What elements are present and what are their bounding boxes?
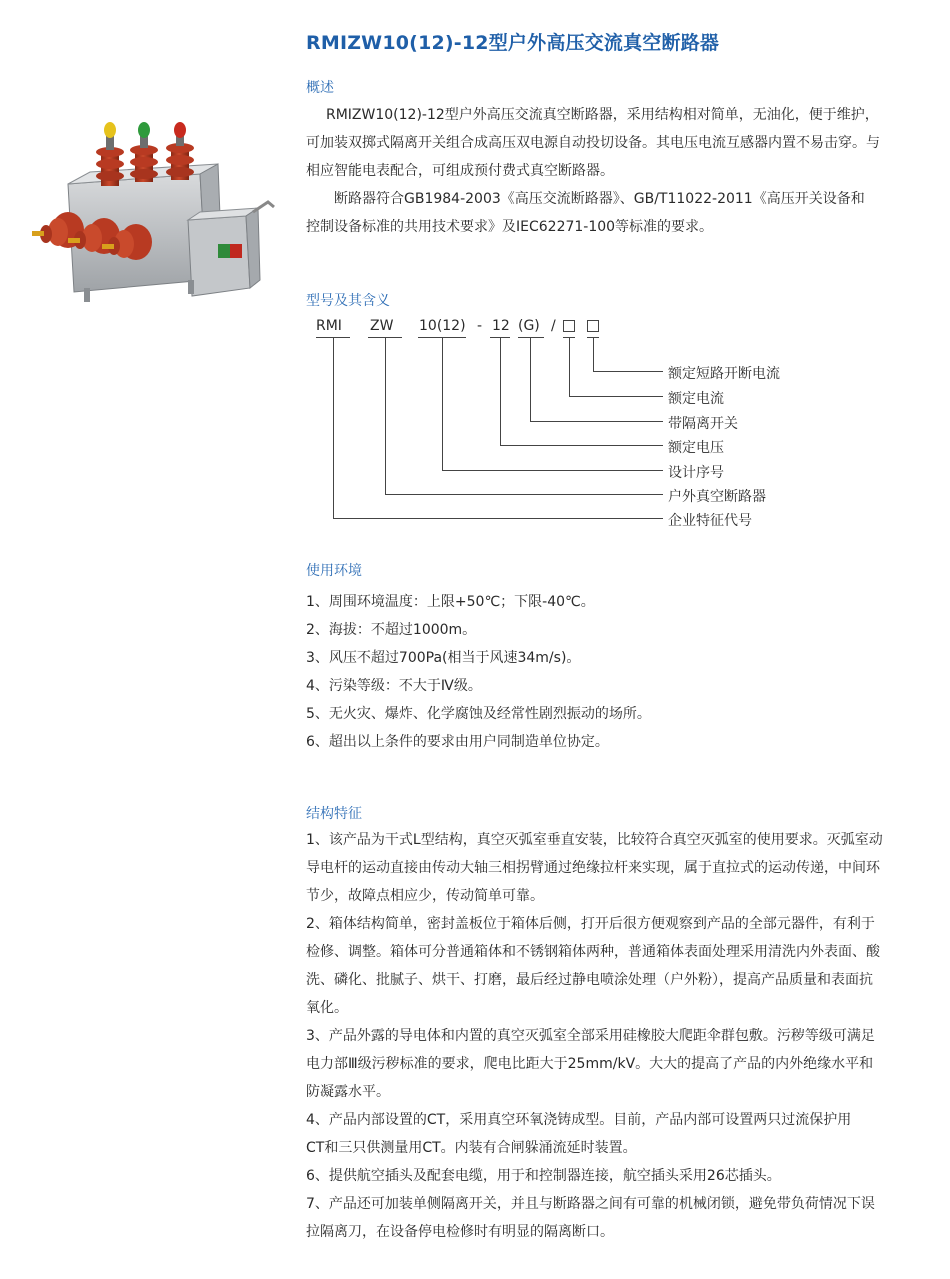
model-label-isolator: 带隔离开关 <box>668 416 738 432</box>
overview-line: 控制设备标准的共用技术要求》及IEC62271-100等标准的要求。 <box>306 219 714 235</box>
structure-line: 6、提供航空插头及配套电缆，用于和控制器连接，航空插头采用26芯插头。 <box>306 1168 781 1184</box>
structure-line: 氧化。 <box>306 1000 348 1016</box>
environment-item: 3、风压不超过700Pa(相当于风速34m/s)。 <box>306 650 581 666</box>
page-title: RMIZW10(12)-12型户外高压交流真空断路器 <box>306 32 720 54</box>
environment-item: 4、污染等级：不大于Ⅳ级。 <box>306 678 482 694</box>
structure-line: 4、产品内部设置的CT，采用真空环氧浇铸成型。目前，产品内部可设置两只过流保护用 <box>306 1112 852 1128</box>
code-box-current <box>563 320 575 332</box>
connector <box>442 470 663 471</box>
overview-heading: 概述 <box>306 80 334 96</box>
structure-line: 防凝露水平。 <box>306 1084 390 1100</box>
structure-line: 电力部Ⅲ级污秽标准的要求，爬电比距大于25mm/kV。大大的提高了产品的内外绝缘水平和 <box>306 1056 874 1072</box>
connector <box>385 337 386 494</box>
overview-line: 相应智能电表配合，可组成预付费式真空断路器。 <box>306 163 614 179</box>
connector <box>385 494 663 495</box>
code-version: 10(12) <box>419 318 466 334</box>
overview-line: 断路器符合GB1984-2003《高压交流断路器》、GB/T11022-2011《高压开关设备和 <box>334 191 865 207</box>
overview-line: RMIZW10(12)-12型户外高压交流真空断路器，采用结构相对简单，无油化，便于维护， <box>326 107 879 123</box>
code-box-breaking <box>587 320 599 332</box>
model-heading: 型号及其含义 <box>306 293 390 309</box>
connector <box>530 337 531 421</box>
structure-line: 3、产品外露的导电体和内置的真空灭弧室全部采用硅橡胶大爬距伞群包敷。污秽等级可满足 <box>306 1028 875 1044</box>
connector <box>333 337 334 518</box>
connector <box>593 337 594 371</box>
code-voltage: 12 <box>492 318 510 334</box>
environment-heading: 使用环境 <box>306 563 362 579</box>
connector <box>333 518 663 519</box>
connector <box>569 337 570 396</box>
environment-item: 6、超出以上条件的要求由用户同制造单位协定。 <box>306 734 609 750</box>
model-label-rated-voltage: 额定电压 <box>668 440 724 456</box>
model-label-rated-current: 额定电流 <box>668 391 724 407</box>
structure-heading: 结构特征 <box>306 806 362 822</box>
code-rmi: RMI <box>316 318 342 334</box>
connector <box>500 445 663 446</box>
environment-item: 2、海拔：不超过1000m。 <box>306 622 477 638</box>
overview-line: 可加装双掷式隔离开关组合成高压双电源自动投切设备。其电压电流互感器内置不易击穿。与 <box>306 135 880 151</box>
model-label-breaking-current: 额定短路开断电流 <box>668 366 780 382</box>
connector <box>442 337 443 470</box>
environment-item: 1、周围环境温度：上限+50℃；下限-40℃。 <box>306 594 595 610</box>
structure-line: 1、该产品为干式L型结构，真空灭弧室垂直安装，比较符合真空灭弧室的使用要求。灭弧室动 <box>306 832 883 848</box>
model-label-design-number: 设计序号 <box>668 465 724 481</box>
circuit-breaker-image <box>28 112 278 312</box>
structure-line: 导电杆的运动直接由传动大轴三相拐臂通过绝缘拉杆来实现，属于直拉式的运动传递，中间环 <box>306 860 880 876</box>
structure-line: 检修、调整。箱体可分普通箱体和不锈钢箱体两种，普通箱体表面处理采用清洗内外表面、酸 <box>306 944 880 960</box>
code-slash: / <box>551 318 556 334</box>
connector <box>530 421 663 422</box>
environment-item: 5、无火灾、爆炸、化学腐蚀及经常性剧烈振动的场所。 <box>306 706 651 722</box>
connector <box>593 371 663 372</box>
structure-line: CT和三只供测量用CT。内装有合闸躲涌流延时装置。 <box>306 1140 637 1156</box>
structure-line: 洗、磷化、批腻子、烘干、打磨，最后经过静电喷涂处理（户外粉），提高产品质量和表面抗 <box>306 972 873 988</box>
connector <box>569 396 663 397</box>
structure-line: 7、产品还可加装单侧隔离开关，并且与断路器之间有可靠的机械闭锁，避免带负荷情况下误 <box>306 1196 875 1212</box>
connector <box>500 337 501 445</box>
model-label-outdoor-breaker: 户外真空断路器 <box>668 489 766 505</box>
structure-line: 拉隔离刀，在设备停电检修时有明显的隔离断口。 <box>306 1224 614 1240</box>
code-zw: ZW <box>370 318 394 334</box>
underline <box>518 337 544 338</box>
model-label-company-code: 企业特征代号 <box>668 513 752 529</box>
code-isolator: (G) <box>518 318 540 334</box>
structure-line: 节少，故障点相应少，传动简单可靠。 <box>306 888 544 904</box>
structure-line: 2、箱体结构简单，密封盖板位于箱体后侧，打开后很方便观察到产品的全部元器件，有利于 <box>306 916 875 932</box>
code-dash: - <box>477 318 483 334</box>
